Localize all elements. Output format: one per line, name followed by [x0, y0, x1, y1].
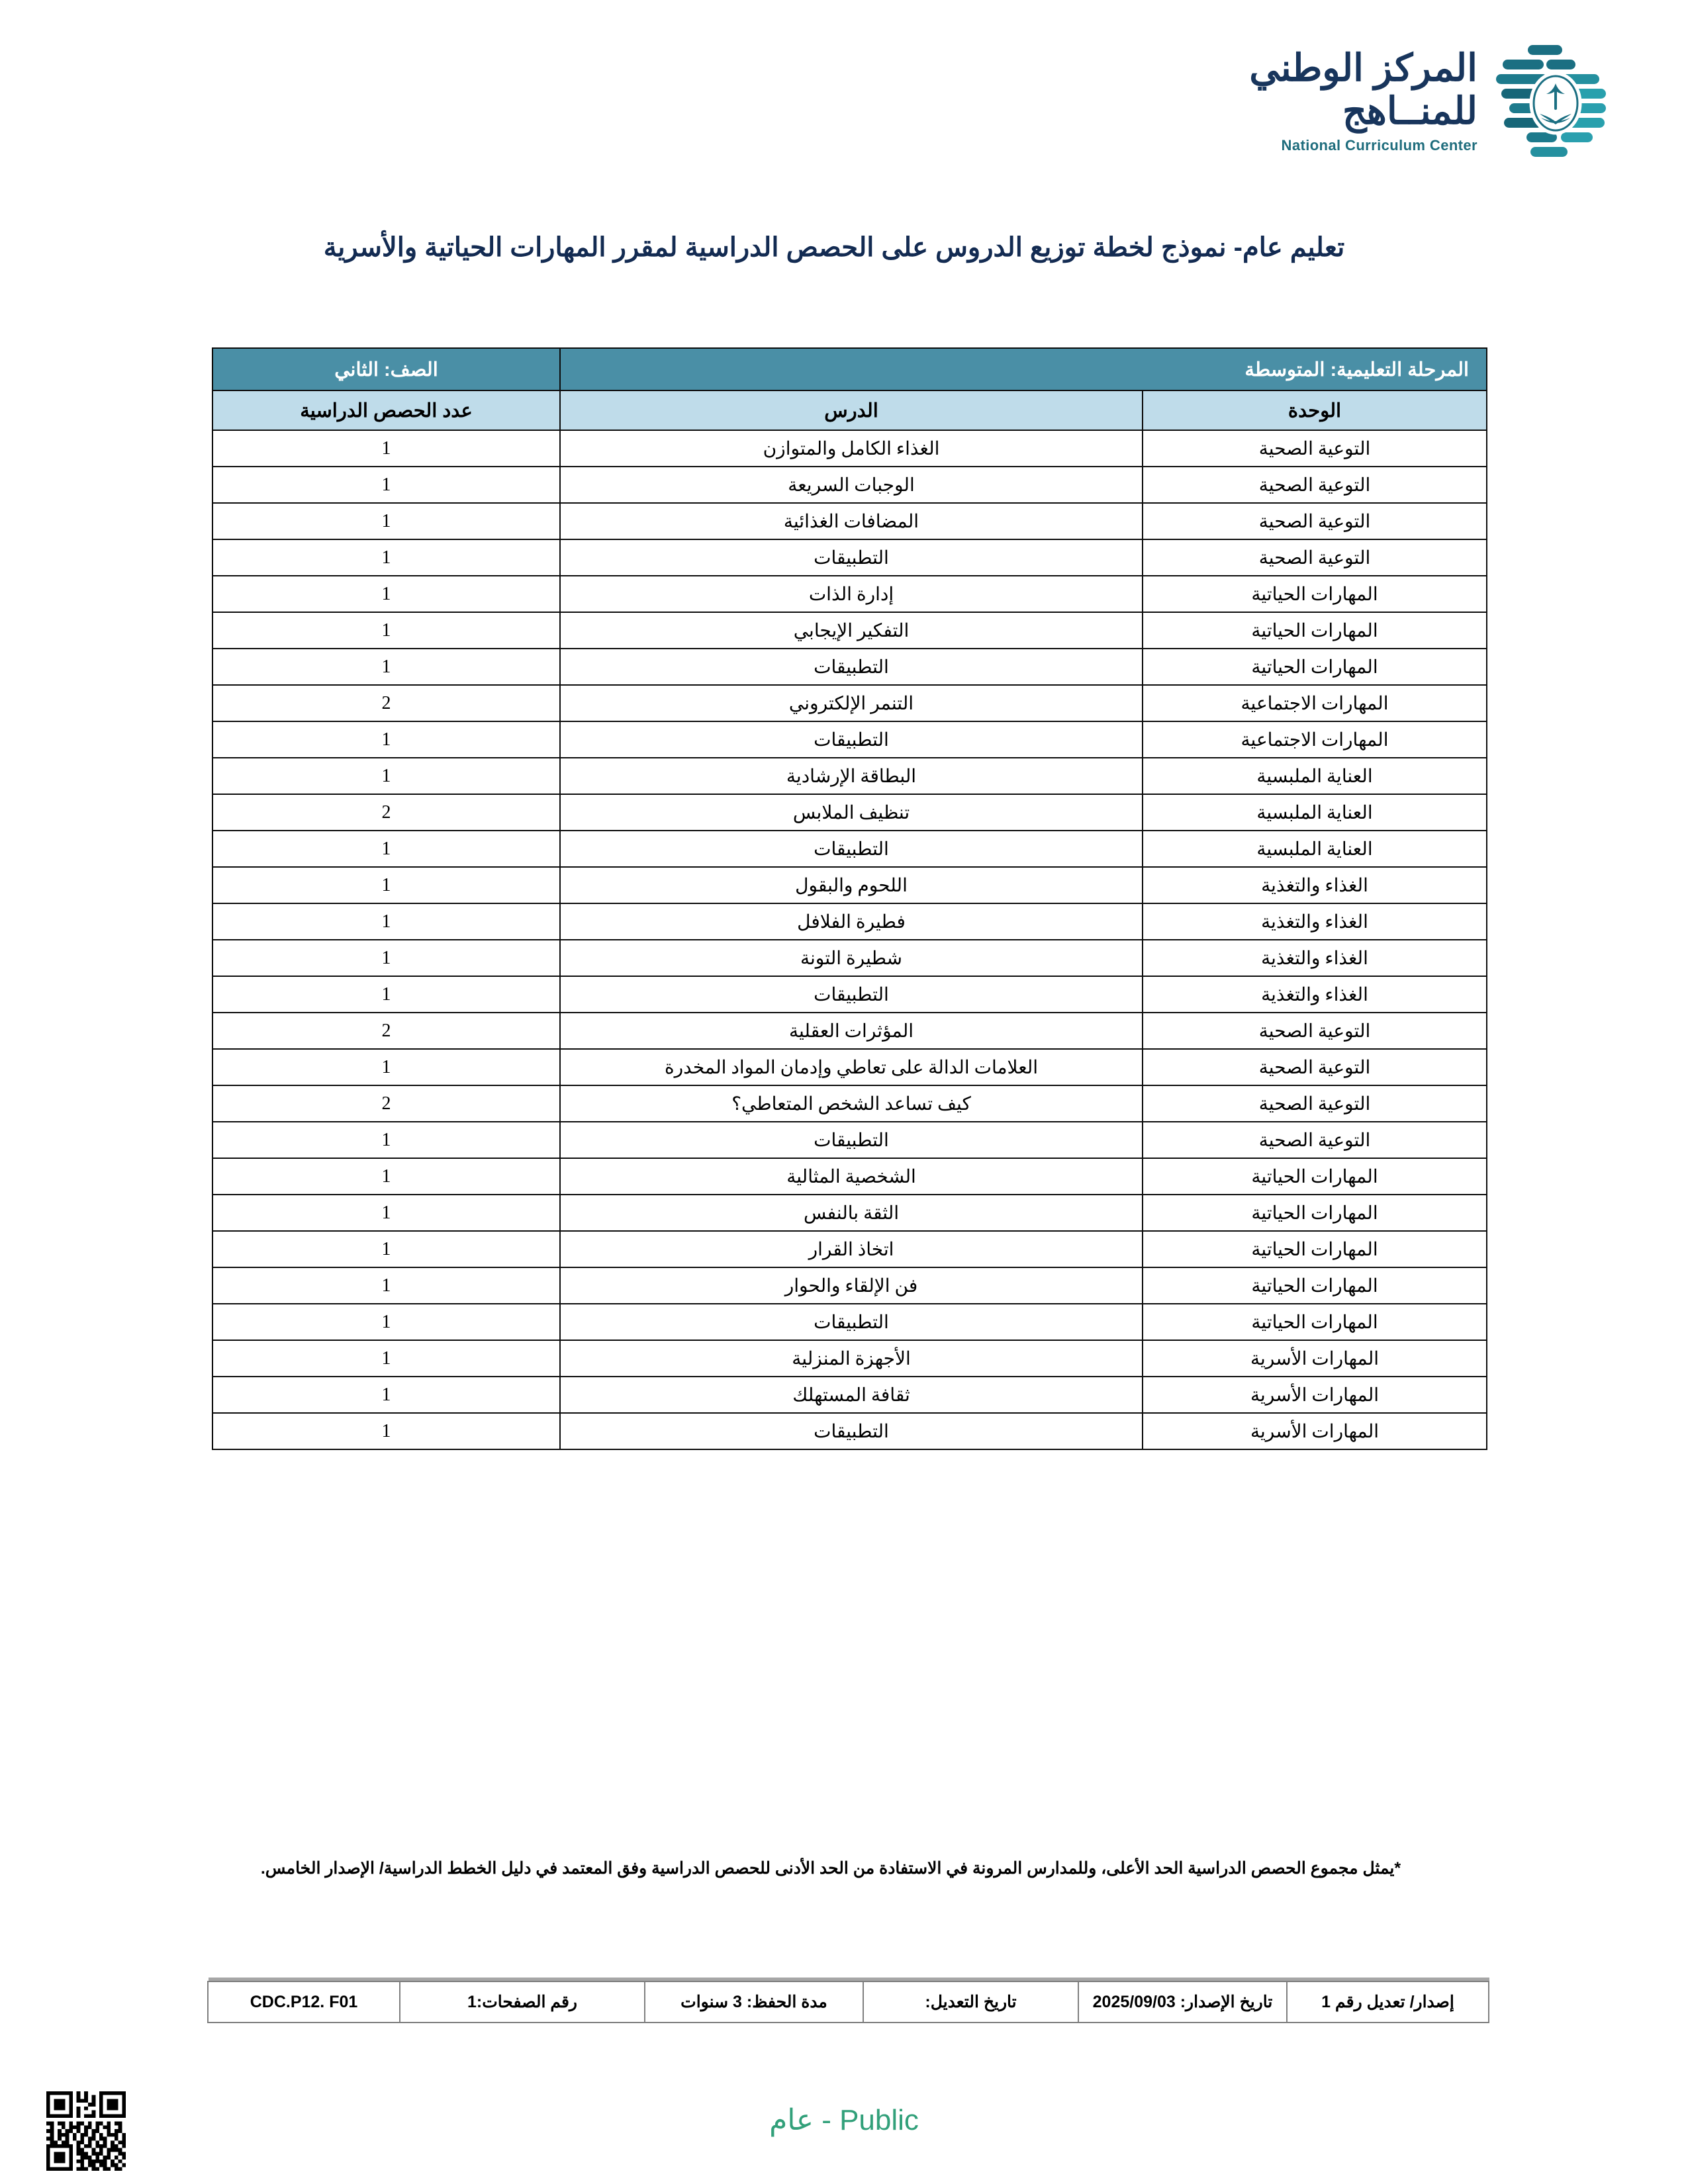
cell-unit: المهارات الاجتماعية	[1143, 721, 1487, 758]
cell-period-count: 1	[212, 539, 560, 576]
column-header-count: عدد الحصص الدراسية	[212, 390, 560, 430]
cell-period-count: 1	[212, 1231, 560, 1267]
cell-unit: المهارات الحياتية	[1143, 1267, 1487, 1304]
cell-unit: العناية الملبسية	[1143, 758, 1487, 794]
table-row	[212, 1049, 1487, 1085]
cell-unit: المهارات الحياتية	[1143, 1231, 1487, 1267]
table-row	[212, 1085, 1487, 1122]
cell-unit: الغذاء والتغذية	[1143, 940, 1487, 976]
cell-period-count: 1	[212, 1377, 560, 1413]
cell-lesson: التنمر الإلكتروني	[560, 685, 1143, 721]
cell-period-count: 1	[212, 758, 560, 794]
table-row	[212, 685, 1487, 721]
table-row	[212, 1195, 1487, 1231]
brand-logo	[1249, 40, 1622, 162]
cell-period-count: 1	[212, 1158, 560, 1195]
cell-unit: التوعية الصحية	[1143, 467, 1487, 503]
meta-form-code: CDC.P12. F01	[208, 1981, 400, 2023]
cell-lesson: التطبيقات	[560, 649, 1143, 685]
table-row	[212, 1231, 1487, 1267]
meta-pages: رقم الصفحات:1	[400, 1981, 645, 2023]
cell-unit: العناية الملبسية	[1143, 794, 1487, 831]
cell-unit: التوعية الصحية	[1143, 503, 1487, 539]
table-row	[212, 1340, 1487, 1377]
cell-unit: الغذاء والتغذية	[1143, 903, 1487, 940]
cell-lesson: المؤثرات العقلية	[560, 1013, 1143, 1049]
cell-period-count: 2	[212, 794, 560, 831]
cell-unit: التوعية الصحية	[1143, 1013, 1487, 1049]
table-column-headers	[212, 390, 1487, 430]
cell-period-count: 1	[212, 976, 560, 1013]
cell-period-count: 1	[212, 1049, 560, 1085]
stage-header: المرحلة التعليمية: المتوسطة	[560, 348, 1487, 390]
table-row	[212, 758, 1487, 794]
cell-period-count: 1	[212, 903, 560, 940]
cell-lesson: كيف تساعد الشخص المتعاطي؟	[560, 1085, 1143, 1122]
meta-issue-date: تاريخ الإصدار: 2025/09/03	[1078, 1981, 1287, 2023]
classification-label: Public - عام	[769, 2104, 919, 2136]
cell-lesson: إدارة الذات	[560, 576, 1143, 612]
brand-name-line1: المركز الوطني	[1249, 46, 1477, 89]
cell-unit: المهارات الحياتية	[1143, 649, 1487, 685]
document-meta-bar	[209, 1978, 1489, 2023]
cell-period-count: 1	[212, 1267, 560, 1304]
cell-lesson: ثقافة المستهلك	[560, 1377, 1143, 1413]
table-body	[212, 430, 1487, 1449]
table-row	[212, 1377, 1487, 1413]
cell-unit: الغذاء والتغذية	[1143, 867, 1487, 903]
table-row	[212, 794, 1487, 831]
table-row	[212, 831, 1487, 867]
cell-unit: التوعية الصحية	[1143, 1085, 1487, 1122]
cell-unit: التوعية الصحية	[1143, 1122, 1487, 1158]
cell-unit: المهارات الحياتية	[1143, 612, 1487, 649]
cell-period-count: 1	[212, 1122, 560, 1158]
column-header-unit: الوحدة	[1143, 390, 1487, 430]
cell-lesson: التطبيقات	[560, 539, 1143, 576]
cell-period-count: 2	[212, 685, 560, 721]
grade-header: الصف: الثاني	[212, 348, 560, 390]
cell-period-count: 1	[212, 1195, 560, 1231]
cell-period-count: 1	[212, 467, 560, 503]
table-row	[212, 867, 1487, 903]
table-row	[212, 721, 1487, 758]
table-row	[212, 576, 1487, 612]
table-row	[212, 940, 1487, 976]
cell-unit: المهارات الأسرية	[1143, 1340, 1487, 1377]
cell-unit: المهارات الحياتية	[1143, 1304, 1487, 1340]
cell-period-count: 1	[212, 1340, 560, 1377]
lesson-distribution-table	[213, 347, 1487, 1450]
table-row	[212, 430, 1487, 467]
brand-name-english: National Curriculum Center	[1281, 136, 1477, 154]
cell-lesson: التطبيقات	[560, 721, 1143, 758]
qr-code-icon	[46, 2091, 126, 2171]
cell-period-count: 2	[212, 1013, 560, 1049]
cell-lesson: المضافات الغذائية	[560, 503, 1143, 539]
cell-period-count: 1	[212, 612, 560, 649]
table-row	[212, 1413, 1487, 1449]
cell-period-count: 1	[212, 503, 560, 539]
page-title: تعليم عام- نموذج لخطة توزيع الدروس على الحصص الدراسية لمقرر المهارات الحياتية والأسرية	[323, 233, 1345, 262]
table-row	[212, 467, 1487, 503]
table-row	[212, 649, 1487, 685]
cell-period-count: 1	[212, 576, 560, 612]
meta-row	[208, 1981, 1489, 2023]
cell-unit: المهارات الاجتماعية	[1143, 685, 1487, 721]
cell-lesson: الأجهزة المنزلية	[560, 1340, 1143, 1377]
cell-lesson: التطبيقات	[560, 1413, 1143, 1449]
cell-period-count: 1	[212, 649, 560, 685]
cell-unit: العناية الملبسية	[1143, 831, 1487, 867]
table-row	[212, 1158, 1487, 1195]
meta-retention: مدة الحفظ: 3 سنوات	[645, 1981, 863, 2023]
cell-period-count: 1	[212, 1304, 560, 1340]
table-band-row	[212, 348, 1487, 390]
cell-lesson: الثقة بالنفس	[560, 1195, 1143, 1231]
meta-revision: إصدار/ تعديل رقم 1	[1287, 1981, 1489, 2023]
cell-unit: المهارات الحياتية	[1143, 1195, 1487, 1231]
cell-lesson: شطيرة التونة	[560, 940, 1143, 976]
cell-unit: المهارات الأسرية	[1143, 1413, 1487, 1449]
cell-period-count: 1	[212, 831, 560, 867]
cell-lesson: العلامات الدالة على تعاطي وإدمان المواد المخدرة	[560, 1049, 1143, 1085]
cell-unit: التوعية الصحية	[1143, 539, 1487, 576]
cell-lesson: التطبيقات	[560, 1304, 1143, 1340]
cell-lesson: فن الإلقاء والحوار	[560, 1267, 1143, 1304]
table-row	[212, 1304, 1487, 1340]
table-row	[212, 1122, 1487, 1158]
cell-lesson: البطاقة الإرشادية	[560, 758, 1143, 794]
table-row	[212, 612, 1487, 649]
cell-period-count: 2	[212, 1085, 560, 1122]
cell-period-count: 1	[212, 721, 560, 758]
cell-period-count: 1	[212, 430, 560, 467]
cell-lesson: التطبيقات	[560, 976, 1143, 1013]
cell-unit: الغذاء والتغذية	[1143, 976, 1487, 1013]
cell-period-count: 1	[212, 940, 560, 976]
table-row	[212, 1267, 1487, 1304]
table-row	[212, 1013, 1487, 1049]
brand-wordmark	[1249, 46, 1477, 154]
cell-unit: التوعية الصحية	[1143, 1049, 1487, 1085]
cell-unit: المهارات الحياتية	[1143, 576, 1487, 612]
cell-lesson: فطيرة الفلافل	[560, 903, 1143, 940]
table-row	[212, 503, 1487, 539]
brand-name-line2: للمنــاهج	[1342, 89, 1477, 132]
cell-lesson: التطبيقات	[560, 1122, 1143, 1158]
meta-modify-date: تاريخ التعديل:	[863, 1981, 1078, 2023]
cell-unit: التوعية الصحية	[1143, 430, 1487, 467]
cell-period-count: 1	[212, 867, 560, 903]
cell-period-count: 1	[212, 1413, 560, 1449]
cell-unit: المهارات الأسرية	[1143, 1377, 1487, 1413]
footnote-text: *يمثل مجموع الحصص الدراسية الحد الأعلى، وللمدارس المرونة في الاستفادة من الحد الأدنى للحصص الدراسية وفق المعتمد في دليل الخطط الدراسية/ الإصدار الخامس.	[260, 1859, 1401, 1878]
column-header-lesson: الدرس	[560, 390, 1143, 430]
cell-lesson: الشخصية المثالية	[560, 1158, 1143, 1195]
cell-lesson: الوجبات السريعة	[560, 467, 1143, 503]
cell-lesson: اتخاذ القرار	[560, 1231, 1143, 1267]
cell-lesson: تنظيف الملابس	[560, 794, 1143, 831]
table-row	[212, 976, 1487, 1013]
cell-lesson: التفكير الإيجابي	[560, 612, 1143, 649]
cell-lesson: اللحوم والبقول	[560, 867, 1143, 903]
cell-unit: المهارات الحياتية	[1143, 1158, 1487, 1195]
table-row	[212, 903, 1487, 940]
cell-lesson: التطبيقات	[560, 831, 1143, 867]
table-row	[212, 539, 1487, 576]
cell-lesson: الغذاء الكامل والمتوازن	[560, 430, 1143, 467]
curriculum-center-logo-icon	[1489, 40, 1622, 162]
